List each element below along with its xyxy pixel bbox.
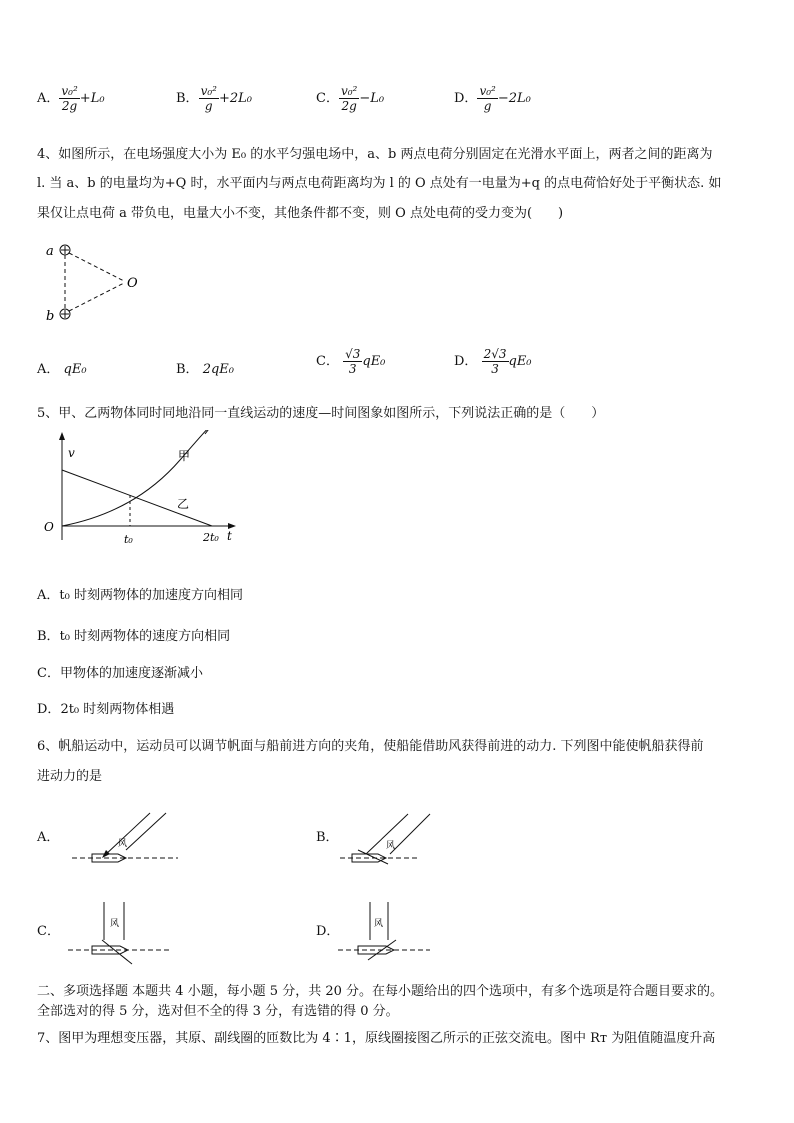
wind-arrow-2: [126, 813, 166, 850]
wind-arrow-2: [390, 814, 430, 854]
q4-label-b: b: [46, 309, 55, 323]
q5-option-a[interactable]: A．t₀ 时刻两物体的加速度方向相同: [37, 588, 243, 603]
t-axis-label: t: [227, 529, 232, 543]
q5-option-c[interactable]: C．甲物体的加速度逐渐减小: [37, 666, 203, 681]
q3-option-a[interactable]: A． $\frac{\text{v₀²}}{2g}$ +L₀: [37, 84, 105, 113]
label-yi: 乙: [177, 497, 190, 511]
q6-option-b-diagram: [338, 810, 448, 870]
q6-stem-line-2: 进动力的是: [37, 769, 103, 784]
q4-option-a[interactable]: A． qE₀: [37, 362, 87, 377]
q5-option-b[interactable]: B．t₀ 时刻两物体的速度方向相同: [37, 629, 231, 644]
dashed-line-ao: [69, 253, 124, 281]
section2-heading-line-2: 全部选对的得 5 分，选对但不全的得 3 分，有选错的得 0 分。: [37, 1004, 399, 1019]
label-jia: 甲: [178, 449, 191, 463]
q3-option-d[interactable]: D． $\frac{\text{v₀²}}{g}$ −2L₀: [454, 84, 531, 113]
q6-option-d-label[interactable]: D．: [316, 924, 340, 939]
q6-option-c-diagram: [66, 900, 176, 970]
q4-option-b[interactable]: B． 2qE₀: [176, 362, 234, 377]
origin-label: O: [44, 520, 54, 534]
q6-option-a-label[interactable]: A．: [37, 830, 60, 845]
q6-option-d-diagram: [336, 900, 446, 970]
q5-stem: 5、甲、乙两物体同时同地沿同一直线运动的速度—时间图象如图所示，下列说法正确的是（ ）: [37, 406, 605, 421]
q4-stem-line-2: l. 当 a、b 的电量均为+Q 时，水平面内与两点电荷距离均为 l 的 O 点处有一电量为+q 的点电荷恰好处于平衡状态. 如: [37, 176, 722, 191]
t0-tick-label: t₀: [124, 533, 133, 546]
line-yi: [62, 470, 212, 526]
section2-heading-line-1: 二、多项选择题 本题共 4 小题，每小题 5 分，共 20 分。在每小题给出的四个选项中，有多个选项是符合题目要求的。: [37, 984, 724, 999]
q6-option-a-diagram: [70, 810, 180, 870]
q6-option-b-label[interactable]: B．: [316, 830, 339, 845]
v-axis-label: v: [68, 446, 75, 460]
q4-label-o: O: [127, 276, 138, 291]
q5-option-d[interactable]: D．2t₀ 时刻两物体相遇: [37, 702, 175, 717]
sail-line: [102, 940, 132, 964]
q3-option-c[interactable]: C． $\frac{\text{v₀²}}{2g}$ −L₀: [316, 84, 385, 113]
dashed-line-bo: [69, 283, 124, 311]
q6-option-c-label[interactable]: C．: [37, 924, 60, 939]
wind-label: 风: [110, 919, 120, 929]
q4-label-a: a: [46, 244, 54, 259]
q4-stem-line-1: 4、如图所示，在电场强度大小为 E₀ 的水平匀强电场中，a、b 两点电荷分别固定在光滑水平面上，两者之间的距离为: [37, 147, 713, 162]
q7-stem-line-1: 7、图甲为理想变压器，其原、副线圈的匝数比为 4∶1，原线圈接图乙所示的正弦交流电。图中 Rт 为阻值随温度升高: [37, 1031, 716, 1046]
q4-option-c[interactable]: C． $\frac{√3}{3}$ qE₀: [316, 347, 386, 376]
q4-option-d[interactable]: D． $\frac{2√3}{3}$ qE₀: [454, 347, 532, 376]
q4-stem-line-3: 果仅让点电荷 a 带负电，电量大小不变，其他条件都不变，则 O 点处电荷的受力变为( ): [37, 206, 564, 221]
wind-label: 风: [374, 919, 384, 929]
q5-vt-graph: [40, 430, 240, 550]
q3-option-b[interactable]: B． $\frac{\text{v₀²}}{g}$ +2L₀: [176, 84, 252, 113]
wind-label: 风: [386, 841, 396, 851]
q4-charge-diagram: [40, 238, 150, 323]
2t0-tick-label: 2t₀: [203, 531, 219, 544]
q6-stem-line-1: 6、帆船运动中，运动员可以调节帆面与船前进方向的夹角，使船能借助风获得前进的动力. 下列图中能使帆船获得前: [37, 739, 704, 754]
wind-label: 风: [118, 839, 128, 849]
